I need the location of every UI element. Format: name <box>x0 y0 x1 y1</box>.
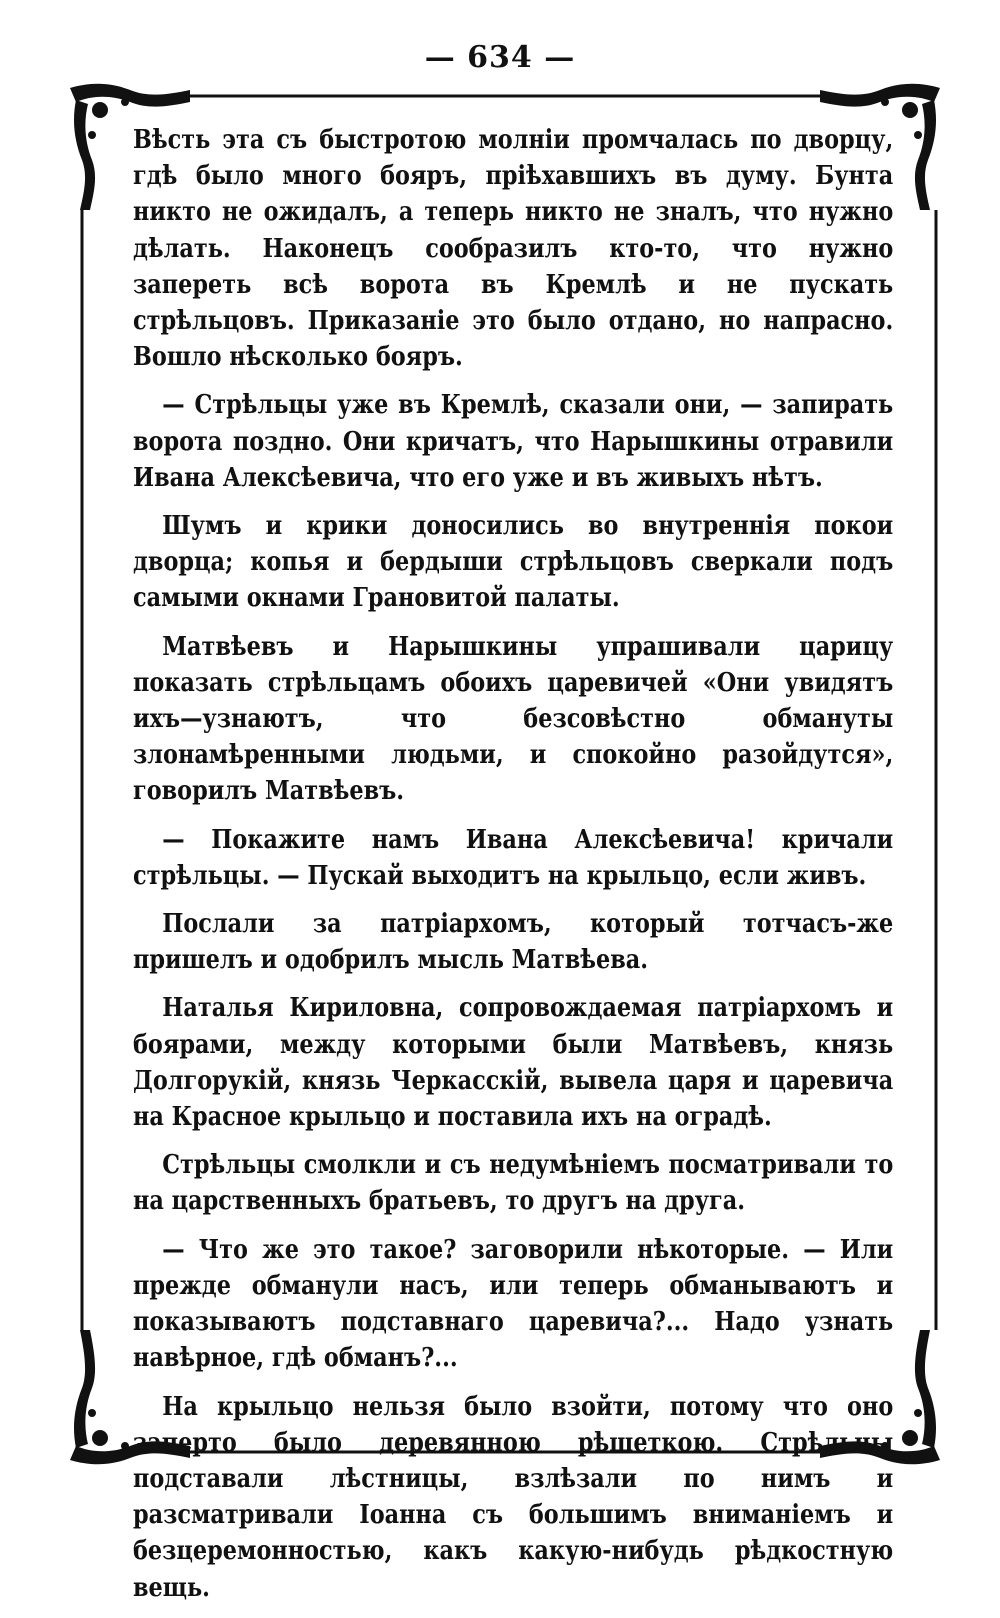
paragraph-1: Вѣсть эта съ быстротою молніи промчалась по дворцу, гдѣ было много бояръ, пріѣхавшихъ въ думу. Бунта никто не ожидалъ, а теперь никто не зналъ, что нужно дѣлать. Наконецъ сообразилъ кто-то, что нужно запереть всѣ ворота въ Кремлѣ и не пускать стрѣльцовъ. Приказаніе это было отдано, но напрасно. Вошло нѣсколько бояръ. <box>133 125 894 373</box>
paragraph-8: Стрѣльцы смолкли и съ недумѣніемъ посматривали то на царственныхъ братьевъ, то другъ на друга. <box>133 1150 894 1217</box>
paragraph-4: Матвѣевъ и Нарышкины упрашивали царицу показать стрѣльцамъ обоихъ царевичей «Они увидятъ ихъ—узнаютъ, что безсовѣстно обмануты злонамѣренными людьми, и спокойно разойдутся», говорилъ Матвѣевъ. <box>133 631 894 807</box>
paragraph-3: Шумъ и крики доносились во внутреннія покои дворца; копья и бердыши стрѣльцовъ сверкали подъ самыми окнами Грановитой палаты. <box>133 511 894 614</box>
body-text <box>133 122 893 1618</box>
paragraph-6: Послали за патріархомъ, который тотчасъ-же пришелъ и одобрилъ мысль Матвѣева. <box>133 909 894 976</box>
paragraph-7: Наталья Кириловна, сопровождаемая патріархомъ и боярами, между которыми были Матвѣевъ, князь Долгорукій, князь Черкасскій, вывела царя и царевича на Красное крыльцо и поставила ихъ на оградѣ. <box>133 993 894 1133</box>
page-number: — 634 — <box>424 40 576 75</box>
paragraph-9: — Что же это такое? заговорили нѣкоторые. — Или прежде обманули насъ, или теперь обманываютъ и показываютъ подставнаго царевича?... Надо узнать навѣрное, гдѣ обманъ?... <box>133 1234 894 1374</box>
paragraph-2: — Стрѣльцы уже въ Кремлѣ, сказали они, — запирать ворота поздно. Они кричатъ, что Нарышкины отравили Ивана Алексѣевича, что его уже и въ живыхъ нѣтъ. <box>133 390 894 493</box>
paragraph-5: — Покажите намъ Ивана Алексѣевича! кричали стрѣльцы. — Пускай выходитъ на крыльцо, если живъ. <box>133 824 894 891</box>
paragraph-10: На крыльцо нельзя было взойти, потому что оно заперто было деревянною рѣшеткою. Стрѣльцы подставали лѣстницы, взлѣзали по нимъ и разсматривали Іоанна съ большимъ вниманіемъ и безцеремонностью, какъ какую-нибудь рѣдкостную вещь. <box>133 1391 894 1603</box>
